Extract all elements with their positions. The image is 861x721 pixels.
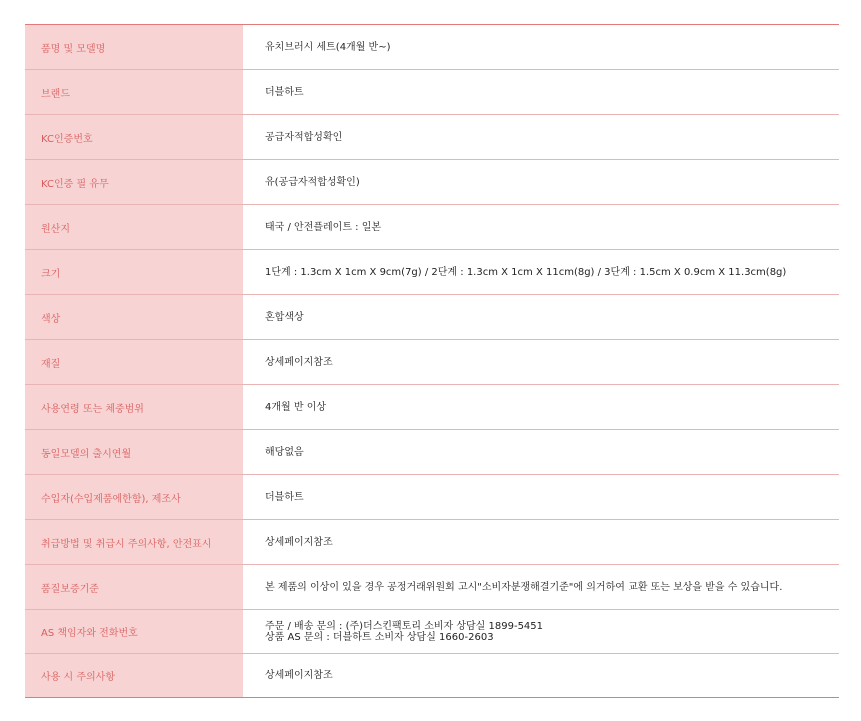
row-value-line: 태국 / 안전플레이트 : 일본: [265, 221, 382, 233]
row-label: 사용연령 또는 체중범위: [25, 385, 243, 430]
row-value-line: 혼합색상: [265, 311, 304, 323]
row-value-line: 유치브러시 세트(4개월 반~): [265, 41, 391, 53]
row-value-line: 1단계 : 1.3cm X 1cm X 9cm(7g) / 2단계 : 1.3cm X 1cm X 11cm(8g) / 3단계 : 1.5cm X 0.9cm X 11.3cm(8g): [265, 266, 787, 278]
row-label: AS 책임자와 전화번호: [25, 610, 243, 654]
table-row: [25, 475, 839, 520]
row-value: [243, 654, 839, 698]
row-value-line: 주문 / 배송 문의 : (주)더스킨팩토리 소비자 상담실 1899-5451: [265, 620, 544, 632]
row-value: [243, 520, 839, 565]
row-label: 수입자(수입제품에한함), 제조사: [25, 475, 243, 520]
row-value-line: 상품 AS 문의 : 더블하트 소비자 상담실 1660-2603: [265, 631, 494, 643]
row-label: KC인증번호: [25, 115, 243, 160]
row-value: [243, 160, 839, 205]
table-row: [25, 340, 839, 385]
row-value: [243, 340, 839, 385]
row-label: 사용 시 주의사항: [25, 654, 243, 698]
row-value-line: 더블하트: [265, 86, 304, 98]
table-row: [25, 70, 839, 115]
table-row: [25, 205, 839, 250]
row-value: [243, 385, 839, 430]
row-value: [243, 475, 839, 520]
row-label: 크기: [25, 250, 243, 295]
row-value-line: 해당없음: [265, 446, 304, 458]
table-row: [25, 160, 839, 205]
row-value: [243, 430, 839, 475]
product-info-table-body: [25, 25, 839, 698]
table-row: [25, 610, 839, 654]
row-label: 브랜드: [25, 70, 243, 115]
row-value: [243, 115, 839, 160]
row-value-line: 유(공급자적합성확인): [265, 176, 360, 188]
row-value: [243, 565, 839, 610]
row-value-line: 4개월 반 이상: [265, 401, 327, 413]
table-row: [25, 115, 839, 160]
table-row: [25, 385, 839, 430]
table-row: [25, 654, 839, 698]
row-value: [243, 250, 839, 295]
row-label: 재질: [25, 340, 243, 385]
row-value-line: 상세페이지참조: [265, 536, 333, 548]
table-row: [25, 250, 839, 295]
row-value-line: 상세페이지참조: [265, 356, 333, 368]
row-value: [243, 70, 839, 115]
row-value: [243, 205, 839, 250]
row-label: KC인증 필 유무: [25, 160, 243, 205]
table-row: [25, 430, 839, 475]
row-value-line: 공급자적합성확인: [265, 131, 343, 143]
row-value: [243, 25, 839, 70]
table-row: [25, 295, 839, 340]
row-value-line: 상세페이지참조: [265, 670, 333, 681]
row-value: [243, 610, 839, 654]
row-value-line: 더블하트: [265, 491, 304, 503]
product-info-section: [25, 24, 839, 698]
row-label: 동일모델의 출시연월: [25, 430, 243, 475]
row-label: 취급방법 및 취급시 주의사항, 안전표시: [25, 520, 243, 565]
row-label: 원산지: [25, 205, 243, 250]
row-value-line: 본 제품의 이상이 있을 경우 공정거래위원회 고시"소비자분쟁해결기준"에 의거하여 교환 또는 보상을 받을 수 있습니다.: [265, 581, 783, 593]
row-label: 품질보증기준: [25, 565, 243, 610]
row-label: 색상: [25, 295, 243, 340]
row-value: [243, 295, 839, 340]
row-label: 품명 및 모델명: [25, 25, 243, 70]
table-row: [25, 565, 839, 610]
product-info-table: [25, 24, 839, 698]
table-row: [25, 520, 839, 565]
table-row: [25, 25, 839, 70]
